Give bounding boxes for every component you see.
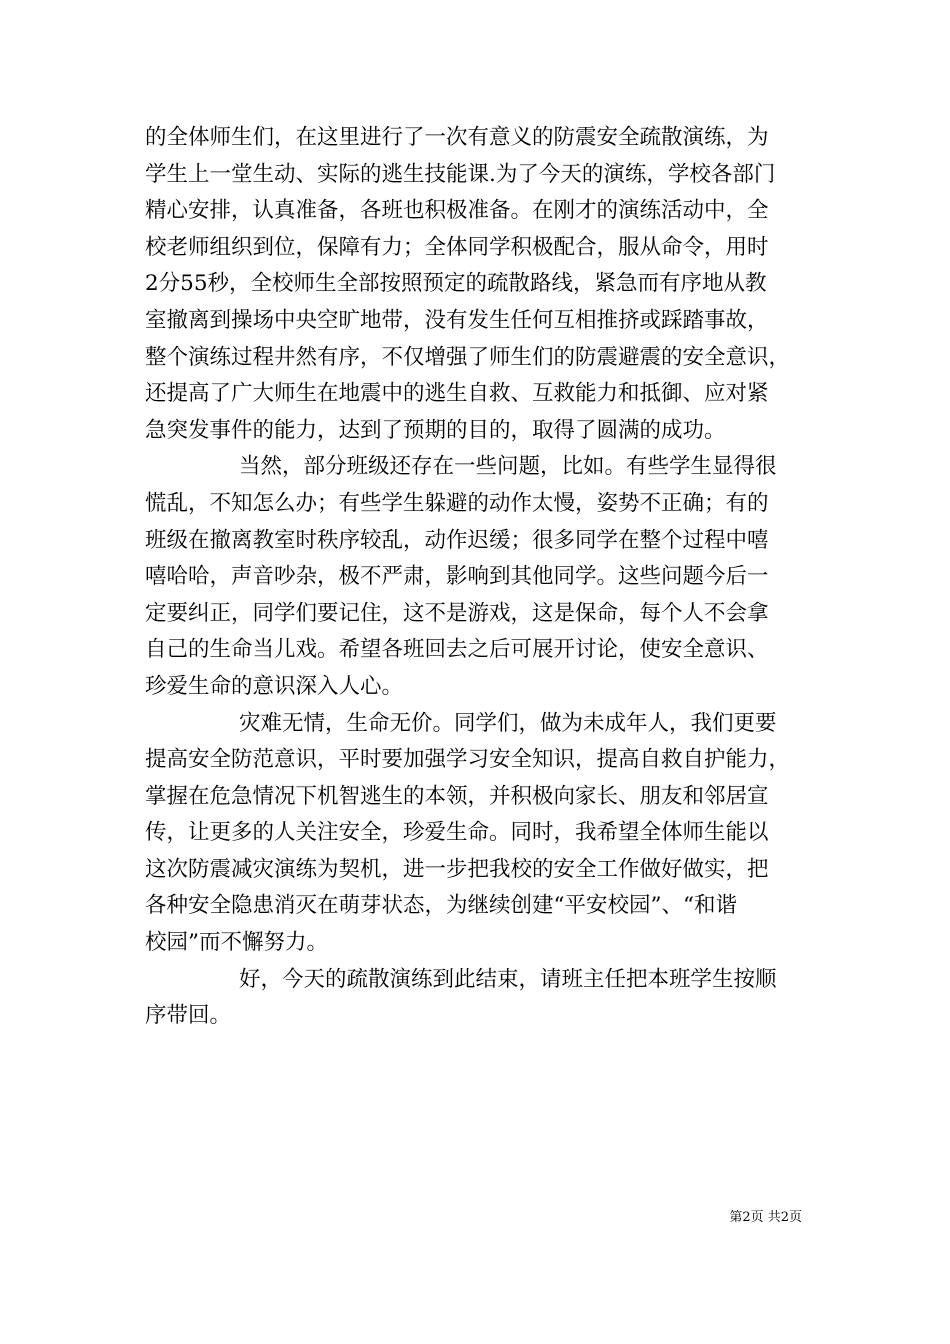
text-line: 定要纠正，同学们要记住，这不是游戏，这是保命，每个人不会拿 (145, 600, 769, 626)
text-line: 精心安排，认真准备，各班也积极准备。在刚才的演练活动中，全 (145, 198, 769, 224)
text-line: 珍爱生命的意识深入人心。 (145, 673, 404, 699)
text-line: 校园”而不懈努力。 (145, 930, 328, 956)
paragraph-start-line: 好，今天的疏散演练到此结束，请班主任把本班学生按顺 (239, 966, 777, 992)
text-line: 室撤离到操场中央空旷地带，没有发生任何互相推挤或踩踏事故， (145, 307, 769, 333)
text-line: 还提高了广大师生在地震中的逃生自救、互救能力和抵御、应对紧 (145, 381, 769, 407)
text-line: 慌乱，不知怎么办；有些学生躲避的动作太慢，姿势不正确；有的 (145, 490, 769, 516)
page-number-footer: 第2页 共2页 (729, 1210, 802, 1225)
text-line: 提高安全防范意识，平时要加强学习安全知识，提高自救自护能力， (145, 747, 791, 773)
text-line: 各种安全隐患消灭在萌芽状态，为继续创建“平安校园”、“和谐 (145, 893, 737, 919)
text-line: 掌握在危急情况下机智逃生的本领，并积极向家长、朋友和邻居宣 (145, 783, 769, 809)
paragraph-start-line: 当然，部分班级还存在一些问题，比如。有些学生显得很 (239, 454, 777, 480)
text-line: 传，让更多的人关注安全，珍爱生命。同时，我希望全体师生能以 (145, 820, 769, 846)
text-line: 学生上一堂生动、实际的逃生技能课.为了今天的演练，学校各部门 (145, 161, 776, 187)
text-line: 校老师组织到位，保障有力；全体同学积极配合，服从命令，用时 (145, 234, 769, 260)
text-line: 整个演练过程井然有序，不仅增强了师生们的防震避震的安全意识， (145, 344, 791, 370)
text-line: 嘻哈哈，声音吵杂，极不严肃，影响到其他同学。这些问题今后一 (145, 564, 769, 590)
text-line: 序带回。 (145, 1003, 232, 1029)
text-line: 班级在撤离教室时秩序较乱，动作迟缓；很多同学在整个过程中嘻 (145, 527, 769, 553)
text-line: 自己的生命当儿戏。希望各班回去之后可展开讨论，使安全意识、 (145, 637, 769, 663)
text-line: 的全体师生们，在这里进行了一次有意义的防震安全疏散演练，为 (145, 125, 769, 150)
text-line: 2分55秒，全校师生全部按照预定的疏散路线，紧急而有序地从教 (145, 271, 767, 297)
paragraph-start-line: 灾难无情，生命无价。同学们，做为未成年人，我们更要 (239, 710, 777, 736)
document-body (145, 120, 817, 1035)
text-line: 急突发事件的能力，达到了预期的目的，取得了圆满的成功。 (145, 417, 726, 443)
text-line: 这次防震减灾演练为契机，进一步把我校的安全工作做好做实，把 (145, 856, 769, 882)
